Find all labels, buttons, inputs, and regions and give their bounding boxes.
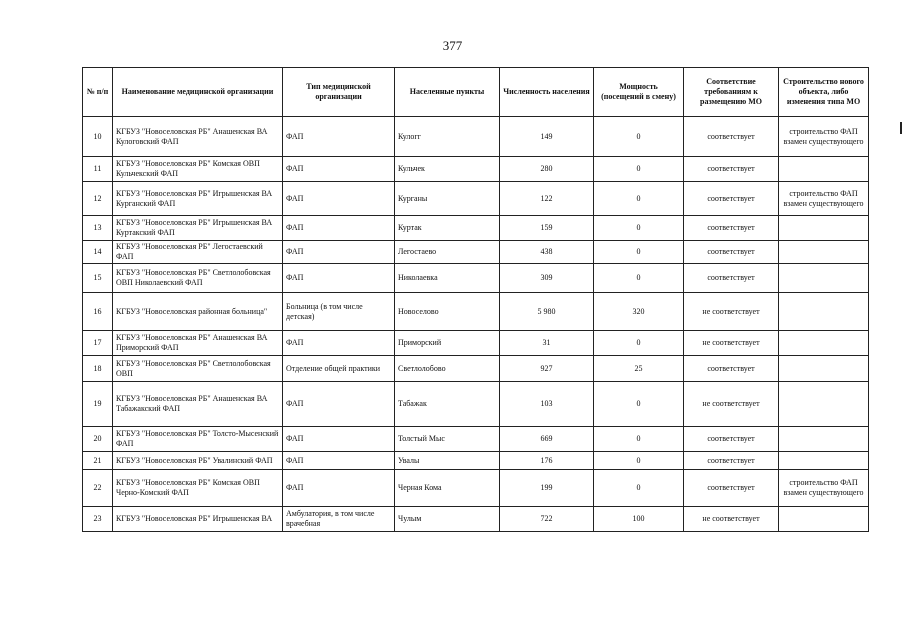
org-name-cell: КГБУЗ "Новоселовская РБ" Анашенская ВА Кулоговский ФАП bbox=[113, 117, 283, 157]
capacity-cell: 0 bbox=[594, 382, 684, 427]
capacity-cell: 0 bbox=[594, 157, 684, 182]
population-cell: 669 bbox=[500, 427, 594, 452]
table-row bbox=[83, 241, 869, 264]
row-num-cell: 13 bbox=[83, 216, 113, 241]
compliance-cell: не соответствует bbox=[684, 331, 779, 356]
row-num-cell: 12 bbox=[83, 182, 113, 216]
table-row bbox=[83, 356, 869, 382]
org-name-cell: КГБУЗ "Новоселовская РБ" Игрышенская ВА Куртакский ФАП bbox=[113, 216, 283, 241]
construction-cell: строительство ФАП взамен существующего bbox=[779, 182, 869, 216]
row-num-cell: 19 bbox=[83, 382, 113, 427]
construction-cell bbox=[779, 331, 869, 356]
margin-mark bbox=[900, 122, 902, 134]
construction-cell bbox=[779, 264, 869, 293]
table-row bbox=[83, 331, 869, 356]
compliance-cell: соответствует bbox=[684, 264, 779, 293]
settlement-cell: Новоселово bbox=[395, 293, 500, 331]
construction-cell: строительство ФАП взамен существующего bbox=[779, 117, 869, 157]
header-compliance: Соответствие требованиям к размещению МО bbox=[684, 68, 779, 117]
table-row bbox=[83, 216, 869, 241]
population-cell: 199 bbox=[500, 470, 594, 507]
row-num-cell: 22 bbox=[83, 470, 113, 507]
compliance-cell: соответствует bbox=[684, 241, 779, 264]
org-name-cell: КГБУЗ "Новоселовская районная больница" bbox=[113, 293, 283, 331]
row-num-cell: 11 bbox=[83, 157, 113, 182]
capacity-cell: 320 bbox=[594, 293, 684, 331]
header-construction: Строительство нового объекта, либо изменения типа МО bbox=[779, 68, 869, 117]
capacity-cell: 0 bbox=[594, 331, 684, 356]
population-cell: 122 bbox=[500, 182, 594, 216]
construction-cell bbox=[779, 356, 869, 382]
compliance-cell: соответствует bbox=[684, 470, 779, 507]
header-population: Численность населения bbox=[500, 68, 594, 117]
settlement-cell: Увалы bbox=[395, 452, 500, 470]
population-cell: 309 bbox=[500, 264, 594, 293]
org-type-cell: ФАП bbox=[283, 331, 395, 356]
compliance-cell: не соответствует bbox=[684, 293, 779, 331]
org-name-cell: КГБУЗ "Новоселовская РБ" Комская ОВП Черно-Комский ФАП bbox=[113, 470, 283, 507]
org-name-cell: КГБУЗ "Новоселовская РБ" Анашенская ВА Приморский ФАП bbox=[113, 331, 283, 356]
compliance-cell: соответствует bbox=[684, 427, 779, 452]
table-row bbox=[83, 470, 869, 507]
org-name-cell: КГБУЗ "Новоселовская РБ" Светлолобовская ОВП Николаевский ФАП bbox=[113, 264, 283, 293]
compliance-cell: не соответствует bbox=[684, 382, 779, 427]
org-type-cell: ФАП bbox=[283, 264, 395, 293]
header-num: № п/п bbox=[83, 68, 113, 117]
population-cell: 280 bbox=[500, 157, 594, 182]
population-cell: 159 bbox=[500, 216, 594, 241]
construction-cell bbox=[779, 452, 869, 470]
facilities-table bbox=[82, 67, 869, 532]
capacity-cell: 0 bbox=[594, 452, 684, 470]
compliance-cell: соответствует bbox=[684, 452, 779, 470]
construction-cell bbox=[779, 507, 869, 532]
row-num-cell: 20 bbox=[83, 427, 113, 452]
row-num-cell: 21 bbox=[83, 452, 113, 470]
construction-cell: строительство ФАП взамен существующего bbox=[779, 470, 869, 507]
table-row bbox=[83, 182, 869, 216]
capacity-cell: 0 bbox=[594, 182, 684, 216]
compliance-cell: соответствует bbox=[684, 117, 779, 157]
table-body bbox=[83, 117, 869, 532]
settlement-cell: Приморский bbox=[395, 331, 500, 356]
compliance-cell: не соответствует bbox=[684, 507, 779, 532]
settlement-cell: Чулым bbox=[395, 507, 500, 532]
table-row bbox=[83, 452, 869, 470]
construction-cell bbox=[779, 216, 869, 241]
page-number: 377 bbox=[442, 38, 463, 53]
row-num-cell: 16 bbox=[83, 293, 113, 331]
construction-cell bbox=[779, 241, 869, 264]
table-row bbox=[83, 293, 869, 331]
capacity-cell: 25 bbox=[594, 356, 684, 382]
capacity-cell: 0 bbox=[594, 241, 684, 264]
capacity-cell: 0 bbox=[594, 470, 684, 507]
table-row bbox=[83, 382, 869, 427]
org-name-cell: КГБУЗ "Новоселовская РБ" Анашенская ВА Табажакский ФАП bbox=[113, 382, 283, 427]
population-cell: 176 bbox=[500, 452, 594, 470]
table-row bbox=[83, 264, 869, 293]
settlement-cell: Куртак bbox=[395, 216, 500, 241]
population-cell: 31 bbox=[500, 331, 594, 356]
row-num-cell: 17 bbox=[83, 331, 113, 356]
org-type-cell: ФАП bbox=[283, 117, 395, 157]
header-org-type: Тип медицинской организации bbox=[283, 68, 395, 117]
org-type-cell: Отделение общей практики bbox=[283, 356, 395, 382]
row-num-cell: 14 bbox=[83, 241, 113, 264]
construction-cell bbox=[779, 157, 869, 182]
org-type-cell: ФАП bbox=[283, 216, 395, 241]
settlement-cell: Курганы bbox=[395, 182, 500, 216]
capacity-cell: 0 bbox=[594, 216, 684, 241]
settlement-cell: Кульчек bbox=[395, 157, 500, 182]
population-cell: 722 bbox=[500, 507, 594, 532]
settlement-cell: Светлолобово bbox=[395, 356, 500, 382]
settlement-cell: Черная Кома bbox=[395, 470, 500, 507]
org-type-cell: ФАП bbox=[283, 452, 395, 470]
settlement-cell: Легостаево bbox=[395, 241, 500, 264]
capacity-cell: 0 bbox=[594, 117, 684, 157]
settlement-cell: Толстый Мыс bbox=[395, 427, 500, 452]
org-name-cell: КГБУЗ "Новоселовская РБ" Игрышенская ВА bbox=[113, 507, 283, 532]
compliance-cell: соответствует bbox=[684, 216, 779, 241]
construction-cell bbox=[779, 382, 869, 427]
header-org-name: Наименование медицинской организации bbox=[113, 68, 283, 117]
org-name-cell: КГБУЗ "Новоселовская РБ" Легостаевский ФАП bbox=[113, 241, 283, 264]
row-num-cell: 23 bbox=[83, 507, 113, 532]
table-row bbox=[83, 427, 869, 452]
capacity-cell: 100 bbox=[594, 507, 684, 532]
org-name-cell: КГБУЗ "Новоселовская РБ" Толсто-Мысенский ФАП bbox=[113, 427, 283, 452]
org-name-cell: КГБУЗ "Новоселовская РБ" Комская ОВП Кульчекский ФАП bbox=[113, 157, 283, 182]
org-type-cell: ФАП bbox=[283, 182, 395, 216]
org-type-cell: ФАП bbox=[283, 427, 395, 452]
table-row bbox=[83, 117, 869, 157]
construction-cell bbox=[779, 293, 869, 331]
capacity-cell: 0 bbox=[594, 427, 684, 452]
table-header-row bbox=[83, 68, 869, 117]
settlement-cell: Табажак bbox=[395, 382, 500, 427]
org-name-cell: КГБУЗ "Новоселовская РБ" Светлолобовская ОВП bbox=[113, 356, 283, 382]
construction-cell bbox=[779, 427, 869, 452]
org-type-cell: ФАП bbox=[283, 382, 395, 427]
header-capacity: Мощность (посещений в смену) bbox=[594, 68, 684, 117]
header-settlements: Населенные пункты bbox=[395, 68, 500, 117]
compliance-cell: соответствует bbox=[684, 356, 779, 382]
org-type-cell: ФАП bbox=[283, 470, 395, 507]
capacity-cell: 0 bbox=[594, 264, 684, 293]
org-name-cell: КГБУЗ "Новоселовская РБ" Увалинский ФАП bbox=[113, 452, 283, 470]
settlement-cell: Кулогг bbox=[395, 117, 500, 157]
settlement-cell: Николаевка bbox=[395, 264, 500, 293]
org-name-cell: КГБУЗ "Новоселовская РБ" Игрышенская ВА Курганский ФАП bbox=[113, 182, 283, 216]
org-type-cell: Больница (в том числе детская) bbox=[283, 293, 395, 331]
org-type-cell: Амбулатория, в том числе врачебная bbox=[283, 507, 395, 532]
population-cell: 5 980 bbox=[500, 293, 594, 331]
population-cell: 927 bbox=[500, 356, 594, 382]
table-row bbox=[83, 507, 869, 532]
population-cell: 438 bbox=[500, 241, 594, 264]
compliance-cell: соответствует bbox=[684, 182, 779, 216]
population-cell: 103 bbox=[500, 382, 594, 427]
table-row bbox=[83, 157, 869, 182]
compliance-cell: соответствует bbox=[684, 157, 779, 182]
org-type-cell: ФАП bbox=[283, 241, 395, 264]
row-num-cell: 18 bbox=[83, 356, 113, 382]
population-cell: 149 bbox=[500, 117, 594, 157]
row-num-cell: 15 bbox=[83, 264, 113, 293]
row-num-cell: 10 bbox=[83, 117, 113, 157]
org-type-cell: ФАП bbox=[283, 157, 395, 182]
